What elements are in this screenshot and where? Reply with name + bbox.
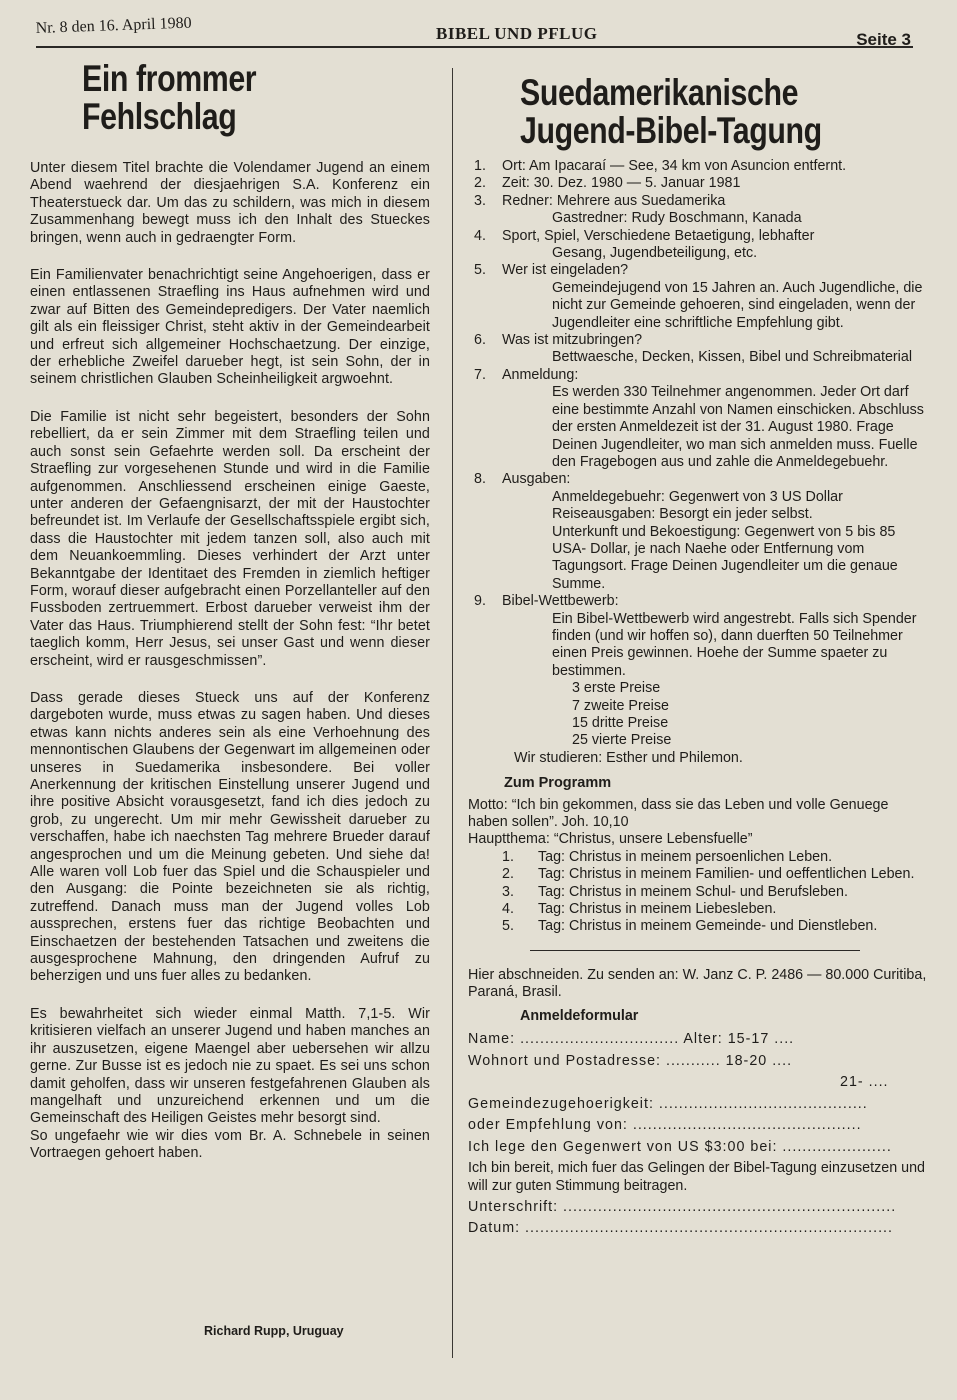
list-item: 1. Ort: Am Ipacaraí — See, 34 km von Asuncion entfernt. <box>474 158 847 174</box>
announcement-body <box>468 158 928 1240</box>
form-field-recommendation[interactable]: oder Empfehlung von: .............................................. <box>468 1117 862 1134</box>
program-day: 4. Tag: Christus in meinem Liebesleben. <box>502 901 777 918</box>
form-field-payment[interactable]: Ich lege den Gegenwert von US $3:00 bei: ...................... <box>468 1138 892 1155</box>
page-header <box>36 10 913 48</box>
form-field-age-option[interactable]: 21- .... <box>840 1074 889 1091</box>
list-item: 3. Redner: Mehrere aus Suedamerika <box>474 192 726 209</box>
list-item-detail: Gemeindejugend von 15 Jahren an. Auch Jugendliche, die nicht zur Gemeinde gehoeren, sind eingeladen, wenn der Jugendleiter eine schriftliche Empfehlung gibt. <box>552 279 923 331</box>
list-item-detail: Bettwaesche, Decken, Kissen, Bibel und Schreibmaterial <box>552 349 912 366</box>
article-title <box>82 60 256 136</box>
study-line: Wir studieren: Esther und Philemon. <box>514 749 743 766</box>
article-body <box>30 160 430 1163</box>
list-item-detail: Anmeldegebuehr: Gegenwert von 3 US Dollar <box>552 488 843 505</box>
prize-line: 25 vierte Preise <box>572 732 672 749</box>
author-signature: Richard Rupp, Uruguay <box>204 1324 344 1338</box>
issue-date: Nr. 8 den 16. April 1980 <box>35 14 192 38</box>
list-item-detail: Unterkunft und Bekoestigung: Gegenwert von 5 bis 85 USA- Dollar, je nach Naehe oder Entfernung vom Tagungsort. Frage Deinen Jugendleiter um die genaue Summe. <box>552 523 898 592</box>
form-field-signature[interactable]: Unterschrift: ................................................................... <box>468 1198 897 1215</box>
program-day: 2. Tag: Christus in meinem Familien- und oeffentlichen Leben. <box>502 866 915 883</box>
cut-instructions: Hier abschneiden. Zu senden an: W. Janz C. P. 2486 — 80.000 Curitiba, Paraná, Brasil. <box>468 966 927 1001</box>
form-title: Anmeldeformular <box>520 1007 639 1024</box>
main-theme: Hauptthema: “Christus, unsere Lebensfuelle” <box>468 831 753 848</box>
title-line-2: Jugend-Bibel-Tagung <box>520 110 822 151</box>
list-item: 4. Sport, Spiel, Verschiedene Betaetigung, lebhafter <box>474 227 815 244</box>
paragraph: Es bewahrheitet sich wieder einmal Matth. 7,1-5. Wir kritisieren vielfach an unserer Jugend und haben manches an ihr auszusetzen, eigene Maengel aber uebersehen wir allzu gerne. Zur Busse ist es jedoch nie zu spaet. Es sei uns schon damit geholfen, dass wir unseren festgefahrenen Glauben als mangelhaft und unzureichend erkennen und um die Gemeinschaft des Heiligen Geistes mehr besorgt sind. <box>30 1005 430 1127</box>
form-field-membership[interactable]: Gemeindezugehoerigkeit: .......................................... <box>468 1095 868 1112</box>
motto: Motto: “Ich bin gekommen, dass sie das Leben und volle Genuege haben sollen”. Joh. 10,10 <box>468 796 889 831</box>
cut-line <box>530 950 860 951</box>
list-item-detail: Gastredner: Rudy Boschmann, Kanada <box>552 210 802 227</box>
paragraph: Die Familie ist nicht sehr begeistert, besonders der Sohn rebelliert, da er sein Zimmer mit dem Straefling teilen und auch sonst sein Gefaehrte werden soll. Da erscheint der Straefling zur vorgesehenen Stunde und wird in die Familie aufgenommen. Anschliessend erscheinen einige Gaeste, unter anderen der Gefaengnisarzt, der mit der Haustochter befreundet ist. Im Verlaufe der Gesellschaftsspiele ergibt sich, dass die Haustochter mit jedem tanzen soll, also auch mit dem Neuankoemmling. Dieses verhindert der Arzt unter Bekanntgabe der Identitaet des Fremden in ziemlich heftiger Form, worauf dieser aufgebracht einen Porzellanteller auf den Fussboden zertruemmert. Erbost darueber verweist ihm der Vater das Haus. Triumphierend stellt der Sohn fest: “Ihr betet taeglich komm, Herr Jesus, sei unser Gast und wenn dieser erscheint, wird er rausgeschmissen”. <box>30 408 430 669</box>
paragraph: Unter diesem Titel brachte die Volendamer Jugend an einem Abend waehrend der diesjaehrigen S.A. Konferenz ein Theaterstueck dar. Um das zu schildern, was mich in diesem Zusammenhang bewegt muss ich den Inhalt des Stueckes bringen, wenn auch in gedraengter Form. <box>30 160 430 246</box>
title-line-1: Ein frommer <box>82 58 257 99</box>
list-item-detail: Ein Bibel-Wettbewerb wird angestrebt. Falls sich Spender finden (und wir hoffen so), dann duerften 50 Teilnehmer einen Preis gewinnen. Hoehe der Summe spaeter zu bestimmen. <box>552 610 917 679</box>
paragraph: Ein Familienvater benachrichtigt seine Angehoerigen, dass er einen entlassenen Straefling ins Haus aufnehmen wird und zwar auf Bitten des Gemeindepredigers. Der Vater naemlich gilt als ein fleissiger Christ, steht aktiv in der Gemeindearbeit und erfreut sich allgemeiner Hochschaetzung. Der einzige, der erhebliche Zweifel darueber hegt, ist sein Sohn, der in seinem christlichen Glauben Scheinheiligkeit argwoehnt. <box>30 267 430 388</box>
title-line-2: Fehlschlag <box>82 96 237 137</box>
program-day: 1. Tag: Christus in meinem persoenlichen Leben. <box>502 848 833 865</box>
list-item: 2. Zeit: 30. Dez. 1980 — 5. Januar 1981 <box>474 175 741 192</box>
form-field-address[interactable]: Wohnort und Postadresse: ........... 18-20 .... <box>468 1052 793 1069</box>
announcement-title <box>520 74 822 150</box>
prize-line: 7 zweite Preise <box>572 697 669 714</box>
paragraph: So ungefaehr wie wir dies vom Br. A. Schnebele in seinen Vortraegen gehoert haben. <box>30 1127 430 1162</box>
form-field-date[interactable]: Datum: .......................................................................... <box>468 1220 893 1237</box>
list-item: 8. Ausgaben: <box>474 471 571 488</box>
title-line-1: Suedamerikanische <box>520 72 799 113</box>
program-heading: Zum Programm <box>504 775 612 792</box>
prize-line: 3 erste Preise <box>572 680 661 697</box>
column-divider <box>452 68 453 1358</box>
paragraph: Dass gerade dieses Stueck uns auf der Konferenz dargeboten wurde, muss etwas zu sagen haben. Und dieses etwas kann nichts anderes sein als eine Verhoehnung des mennontischen Glaubens der Gegenwart im allgemeinen oder unseres in Suedamerika insbesondere. Bei voller Anerkennung der kritischen Einstellung unserer Jugend und ihre positive Absicht vorausgesetzt, fand ich dies jedoch zu grob, zu ungerecht. Um mir mehr Gewissheit darueber zu verschaffen, habe ich naechsten Tag mehrere Brueder darauf angesprochen und um die Meinung gebeten. Und siehe da! Alle waren voll Lob fuer das Spiel und die Schauspieler und den Ausgang: die Pointe bezeichneten sie als richtig, zutreffend. Danach muss man der Jugend volles Lob aussprechen, erstens fuer das richtige Beobachten und Einschaetzen der bestehenden Tatsachen und zweitens die ausgesprochene Mahnung, den dringenden Aufruf zu beherzigen und uns fuer alles zu bedanken. <box>30 689 430 985</box>
list-item: 9. Bibel-Wettbewerb: <box>474 593 619 610</box>
list-item-detail: Gesang, Jugendbeteiligung, etc. <box>552 245 758 262</box>
list-item-detail: Reiseausgaben: Besorgt ein jeder selbst. <box>552 506 813 523</box>
list-item: 7. Anmeldung: <box>474 366 579 383</box>
newspaper-name: BIBEL UND PFLUG <box>436 24 598 43</box>
program-day: 5. Tag: Christus in meinem Gemeinde- und Dienstleben. <box>502 918 878 935</box>
form-statement: Ich bin bereit, mich fuer das Gelingen der Bibel-Tagung einzusetzen und will zur guten Stimmung beitragen. <box>468 1160 925 1194</box>
prize-line: 15 dritte Preise <box>572 715 669 731</box>
program-day: 3. Tag: Christus in meinem Schul- und Berufsleben. <box>502 883 848 900</box>
list-item-detail: Es werden 330 Teilnehmer angenommen. Jeder Ort darf eine bestimmte Anzahl von Namen einschicken. Abschluss der ersten Anmeldezeit ist der 31. August 1980. Frage Deinen Jugendleiter, wo man sich anmelden muss. Fuelle den Fragebogen aus und zahle die Anmeldegebuehr. <box>552 384 924 470</box>
list-item: 6. Was ist mitzubringen? <box>474 332 643 349</box>
form-field-name[interactable]: Name: ................................ Alter: 15-17 .... <box>468 1031 795 1048</box>
page-number: Seite 3 <box>856 30 911 49</box>
list-item: 5. Wer ist eingeladen? <box>474 262 629 279</box>
